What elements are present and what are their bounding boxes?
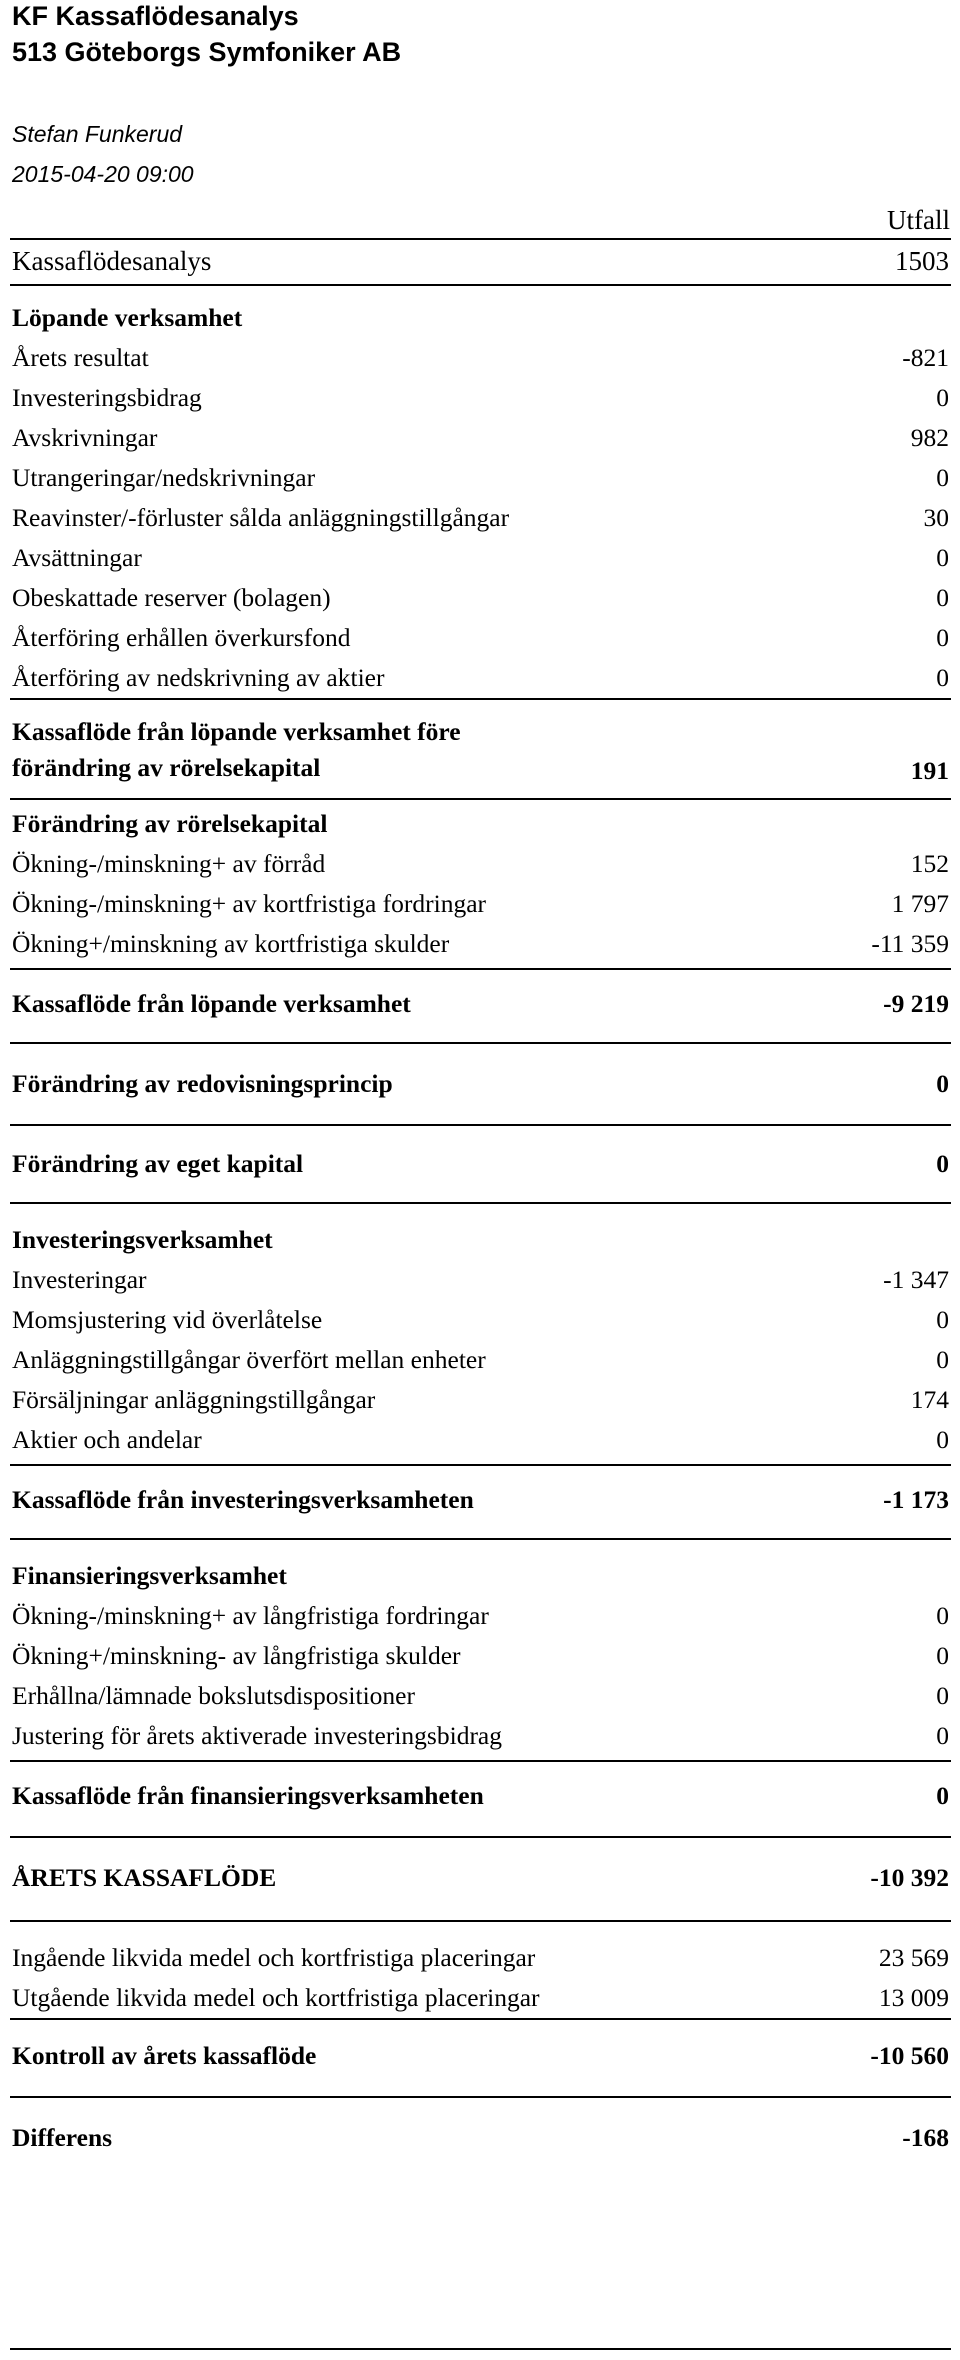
table-row [12, 458, 949, 498]
row-label: Avskrivningar [12, 423, 158, 452]
divider [10, 1760, 951, 1762]
divider [10, 1124, 951, 1126]
table-row [12, 1260, 949, 1300]
row-label: Anläggningstillgångar överfört mellan enheter [12, 1345, 486, 1374]
column-header-utfall: Utfall [887, 205, 950, 235]
report-datetime: 2015-04-20 09:00 [12, 161, 194, 187]
divider [10, 698, 951, 700]
row-label: Momsjustering vid överlåtelse [12, 1305, 323, 1334]
table-row [12, 844, 949, 884]
row-label: Ingående likvida medel och kortfristiga placeringar [12, 1943, 536, 1972]
table-row [12, 1636, 949, 1676]
table-row [12, 1596, 949, 1636]
table-row [12, 924, 949, 964]
table-row [12, 1420, 949, 1460]
row-value: 0 [936, 1721, 949, 1750]
row-value: 0 [936, 1305, 949, 1334]
table-row [12, 338, 949, 378]
divider [10, 1538, 951, 1540]
total-row-arets-kassaflode [12, 1858, 949, 1898]
row-label: Kassaflödesanalys [12, 245, 212, 276]
row-value: -9 219 [883, 989, 949, 1018]
row-value: -1 347 [883, 1265, 949, 1294]
row-value: 0 [936, 1069, 949, 1098]
cash-flow-table [12, 238, 949, 2350]
row-label: Erhållna/lämnade bokslutsdispositioner [12, 1681, 415, 1710]
row-label: Finansieringsverksamhet [12, 1561, 287, 1590]
row-label: Differens [12, 2123, 113, 2152]
row-label: Återföring av nedskrivning av aktier [12, 663, 385, 692]
row-label-line: Kassaflöde från löpande verksamhet före [12, 717, 461, 746]
row-label: Kassaflöde från investeringsverksamheten [12, 1485, 474, 1514]
row-label: Ökning+/minskning av kortfristiga skulder [12, 929, 450, 958]
row-value: -10 392 [870, 1863, 949, 1892]
row-value: -168 [902, 2123, 949, 2152]
row-label: Årets resultat [12, 343, 149, 372]
subtotal-row-redovisningsprincip [12, 1064, 949, 1104]
table-row [12, 884, 949, 924]
row-value: -821 [902, 343, 949, 372]
row-value: 0 [936, 1601, 949, 1630]
row-value: 0 [936, 543, 949, 572]
total-row-differens [12, 2118, 949, 2158]
divider [10, 1920, 951, 1922]
row-value: 13 009 [878, 1983, 949, 2012]
row-label: Förändring av redovisningsprincip [12, 1069, 393, 1098]
row-value: 0 [936, 1781, 949, 1810]
row-value: 0 [936, 1641, 949, 1670]
table-row-kassaflodesanalys [12, 238, 949, 284]
table-row [12, 1716, 949, 1756]
total-row-kontroll [12, 2036, 949, 2076]
subtotal-row-eget-kapital [12, 1144, 949, 1184]
row-label: Avsättningar [12, 543, 142, 572]
table-row [12, 1978, 949, 2018]
table-row [12, 1676, 949, 1716]
row-value: 1503 [895, 245, 949, 276]
row-value: -11 359 [871, 929, 949, 958]
row-value: -1 173 [883, 1485, 949, 1514]
row-label: Kontroll av årets kassaflöde [12, 2041, 317, 2070]
subtotal-row-kf-finansiering [12, 1776, 949, 1816]
row-value: 0 [936, 1681, 949, 1710]
row-label: Utgående likvida medel och kortfristiga placeringar [12, 1983, 540, 2012]
row-label [12, 714, 461, 786]
table-row [12, 538, 949, 578]
table-row [12, 658, 949, 698]
row-label: Ökning+/minskning- av långfristiga skulder [12, 1641, 461, 1670]
table-row [12, 1380, 949, 1420]
row-value: 0 [936, 1149, 949, 1178]
row-value: 152 [910, 849, 949, 878]
row-label: Justering för årets aktiverade investeringsbidrag [12, 1721, 503, 1750]
row-label: Försäljningar anläggningstillgångar [12, 1385, 376, 1414]
table-row [12, 378, 949, 418]
row-label: Investeringsbidrag [12, 383, 202, 412]
row-label: Kassaflöde från löpande verksamhet [12, 989, 411, 1018]
table-row [12, 418, 949, 458]
row-value: 1 797 [891, 889, 949, 918]
section-heading-investering [12, 1220, 949, 1260]
row-value: 191 [910, 756, 949, 785]
divider [10, 1042, 951, 1044]
divider [10, 1202, 951, 1204]
row-label: Aktier och andelar [12, 1425, 202, 1454]
row-label: Förändring av eget kapital [12, 1149, 304, 1178]
divider [10, 2096, 951, 2098]
row-label: Reavinster/-förluster sålda anläggningstillgångar [12, 503, 510, 532]
row-value: -10 560 [870, 2041, 949, 2070]
row-value: 0 [936, 1425, 949, 1454]
organization-name: 513 Göteborgs Symfoniker AB [12, 37, 402, 67]
divider [10, 798, 951, 800]
row-label: Obeskattade reserver (bolagen) [12, 583, 331, 612]
row-value: 982 [910, 423, 949, 452]
row-label: ÅRETS KASSAFLÖDE [12, 1863, 277, 1892]
row-label: Förändring av rörelsekapital [12, 809, 328, 838]
row-value: 0 [936, 383, 949, 412]
table-row [12, 1300, 949, 1340]
row-value: 0 [936, 663, 949, 692]
row-label: Ökning-/minskning+ av långfristiga fordringar [12, 1601, 489, 1630]
divider [10, 1836, 951, 1838]
row-label: Ökning-/minskning+ av förråd [12, 849, 326, 878]
row-value: 0 [936, 583, 949, 612]
section-heading-rorelsekapital [12, 804, 949, 844]
row-label: Kassaflöde från finansieringsverksamheten [12, 1781, 484, 1810]
divider [10, 2018, 951, 2020]
divider [10, 1464, 951, 1466]
row-value: 23 569 [878, 1943, 949, 1972]
author-name: Stefan Funkerud [12, 121, 183, 147]
divider [10, 284, 951, 286]
row-value: 0 [936, 1345, 949, 1374]
row-value: 30 [923, 503, 949, 532]
table-row [12, 578, 949, 618]
section-heading-finansiering [12, 1556, 949, 1596]
subtotal-row-kf-fore-rorelsekapital [12, 702, 949, 786]
section-heading-lopande [12, 298, 949, 338]
table-row [12, 498, 949, 538]
row-label: Löpande verksamhet [12, 303, 243, 332]
subtotal-row-kf-investering [12, 1480, 949, 1520]
row-value: 174 [910, 1385, 949, 1414]
row-value: 0 [936, 623, 949, 652]
report-title: KF Kassaflödesanalys [12, 1, 299, 31]
row-value: 0 [936, 463, 949, 492]
row-label: Utrangeringar/nedskrivningar [12, 463, 316, 492]
row-label: Ökning-/minskning+ av kortfristiga fordringar [12, 889, 487, 918]
row-label: Återföring erhållen överkursfond [12, 623, 351, 652]
row-label: Investeringsverksamhet [12, 1225, 273, 1254]
table-row [12, 1340, 949, 1380]
row-label-line: förändring av rörelsekapital [12, 753, 321, 782]
table-row [12, 618, 949, 658]
row-label: Investeringar [12, 1265, 147, 1294]
table-row [12, 1938, 949, 1978]
subtotal-row-kf-lopande [12, 984, 949, 1024]
divider [10, 968, 951, 970]
